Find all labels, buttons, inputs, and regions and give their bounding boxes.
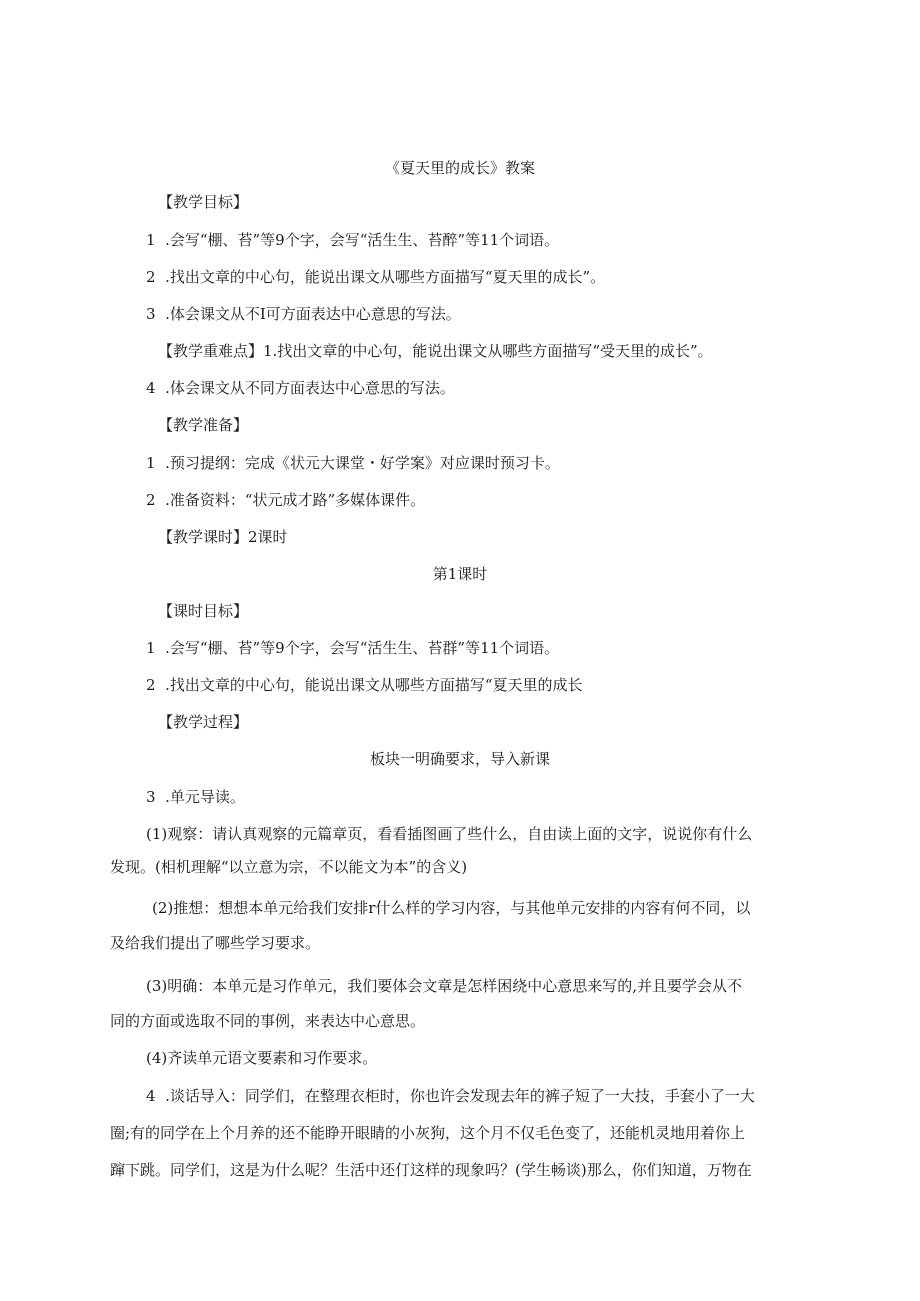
clarify-line-1: (3)明确：本单元是习作单元，我们要体会文章是怎样困绕中心意思来写的,并且要学会从不 xyxy=(146,977,743,995)
section-heading-lesson-goals: 【课时目标】 xyxy=(158,602,249,620)
key-point-item-4: 4 .体会课文从不同方面表达中心意思的写法。 xyxy=(146,379,455,397)
goal-item-3: 3 .体会课文从不I可方面表达中心意思的写法。 xyxy=(146,305,461,323)
intro-line-1: 4 .谈话导入：同学们，在整理衣柜时，你也许会发现去年的裤子短了一大技，手套小了一大 xyxy=(146,1087,755,1105)
prep-item-1: 1 .预习提纲：完成《状元大课堂・好学案》对应课时预习卡。 xyxy=(146,454,560,472)
observe-line-1: (1)观察：请认真观察的元篇章页，看看插图画了些什么，自由读上面的文字，说说你有什么 xyxy=(146,825,753,843)
infer-line-1: (2)推想：想想本单元给我们安排r什么样的学习内容，与其他单元安排的内容有何不同，以 xyxy=(152,899,751,917)
section-heading-process: 【教学过程】 xyxy=(158,713,249,731)
section-heading-goals: 【教学目标】 xyxy=(158,193,249,211)
lesson-goal-item-2: 2 .找出文章的中心句，能说出课文从哪些方面描写“夏天里的成长 xyxy=(146,676,583,694)
goal-item-1: 1 .会写“棚、苔”等9个字，会写“活生生、苔醉”等11个词语。 xyxy=(146,231,560,249)
lesson-title: 第1课时 xyxy=(432,565,488,583)
block-title: 板块一明确要求，导入新课 xyxy=(369,750,550,768)
intro-line-3: 蹿下跳。同学们，这是为什么呢？生活中还仃这样的现象吗？(学生畅谈)那么，你们知道，万物在 xyxy=(110,1161,752,1179)
process-item-3: 3 .单元导读。 xyxy=(146,788,245,806)
section-heading-prep: 【教学准备】 xyxy=(158,416,249,434)
clarify-line-2: 同的方面或选取不同的事例，来表达中心意思。 xyxy=(110,1012,426,1030)
doc-title: 《夏天里的成长》教案 xyxy=(384,159,535,177)
prep-item-2: 2 .准备资料：“状元成才路”多媒体课件。 xyxy=(146,491,426,509)
intro-line-2: 圈;有的同学在上个月养的还不能睁开眼睛的小灰狗，这个月不仅毛色变了，还能机灵地用着你上 xyxy=(110,1124,746,1142)
lesson-goal-item-1: 1 .会写“棚、苔”等9个字，会写“活生生、苔群”等11个词语。 xyxy=(146,639,560,657)
infer-line-2: 及给我们提出了哪些学习要求。 xyxy=(110,934,321,952)
read-aloud-line: (4)齐读单元语文要素和习作要求。 xyxy=(146,1049,378,1067)
goal-item-2: 2 .找出文章的中心句，能说出课文从哪些方面描写“夏天里的成长”。 xyxy=(146,268,606,286)
lesson-hours: 【教学课时】2课时 xyxy=(158,528,288,546)
key-points: 【教学重难点】1.找出文章的中心句，能说出课文从哪些方面描写“受天里的成长”。 xyxy=(158,342,713,360)
observe-line-2: 发现。(相机理解“以立意为宗，不以能文为本”的含义) xyxy=(110,858,468,876)
